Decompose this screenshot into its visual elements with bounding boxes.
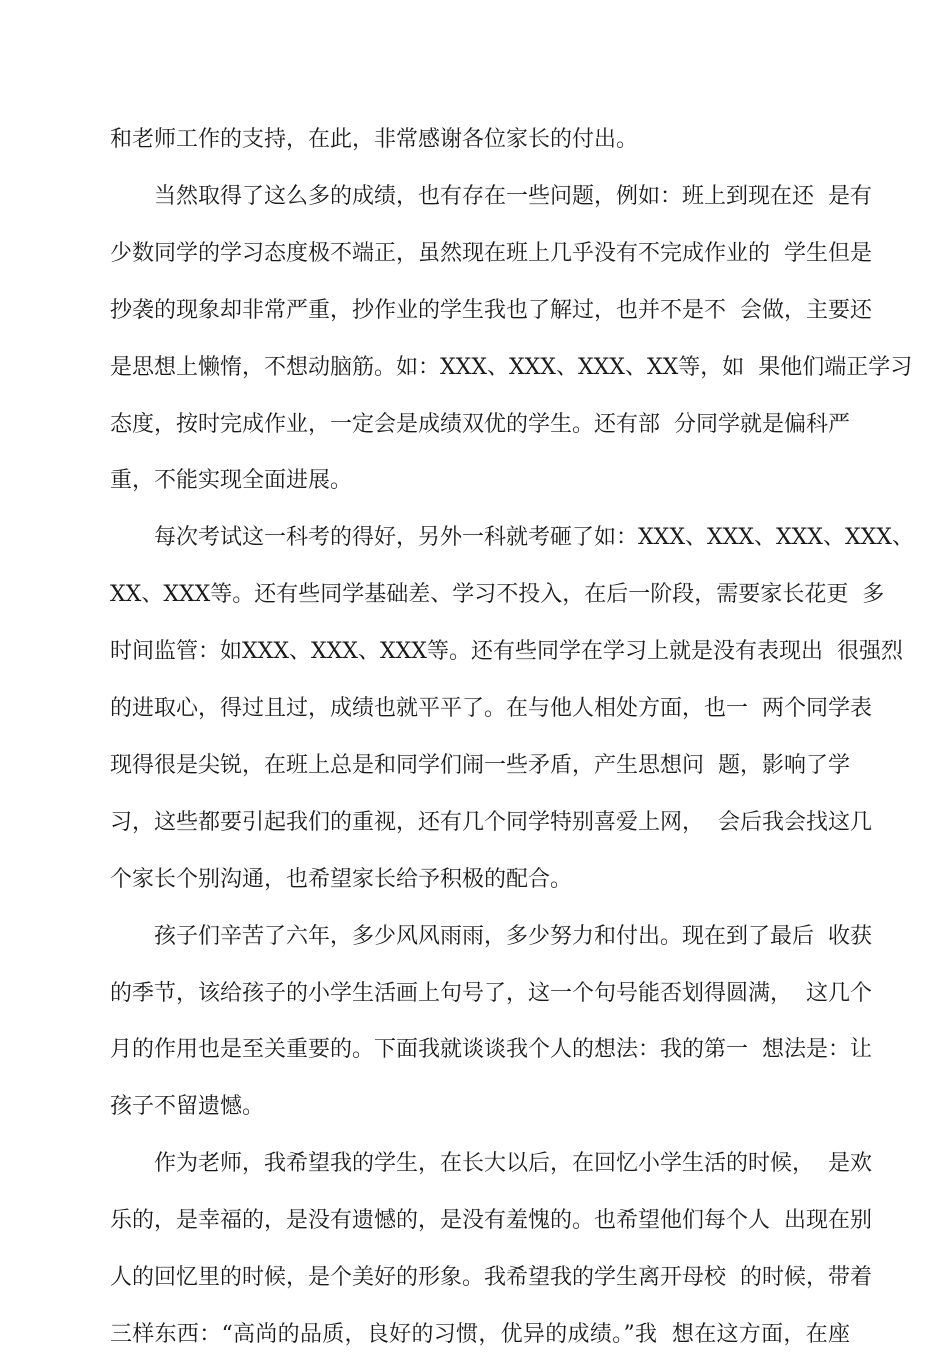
text-line: 态度，按时完成作业，一定会是成绩双优的学生。还有部 分同学就是偏科严 [110, 412, 850, 437]
text-line: 和老师工作的支持，在此，非常感谢各位家长的付出。 [110, 127, 639, 152]
text-line: 抄袭的现象却非常严重，抄作业的学生我也了解过，也并不是不 会做，主要还 [110, 298, 872, 323]
text-line: 是思想上懒惰，不想动脑筋。如：XXX、XXX、XXX、XX等，如 果他们端正学习 [110, 355, 913, 380]
text-line: XX、XXX等。还有些同学基础差、学习不投入，在后一阶段，需要家长花更 多 [110, 582, 885, 607]
text-line: 三样东西：“高尚的品质，良好的习惯，优异的成绩。”我 想在这方面，在座 [110, 1322, 850, 1347]
text-line: 的进取心，得过且过，成绩也就平平了。在与他人相处方面，也一 两个同学表 [110, 696, 872, 721]
text-line: 人的回忆里的时候，是个美好的形象。我希望我的学生离开母校 的时候，带着 [110, 1265, 872, 1290]
text-line: 作为老师，我希望我的学生，在长大以后，在回忆小学生活的时候， 是欢 [154, 1151, 872, 1176]
text-line: 每次考试这一科考的得好，另外一科就考砸了如：XXX、XXX、XXX、XXX、 [154, 525, 914, 550]
text-line: 重，不能实现全面进展。 [110, 468, 353, 493]
text-line: 孩子们辛苦了六年，多少风风雨雨，多少努力和付出。现在到了最后 收获 [154, 924, 872, 949]
text-line: 乐的，是幸福的，是没有遗憾的，是没有羞愧的。也希望他们每个人 出现在别 [110, 1208, 872, 1233]
text-line: 现得很是尖锐，在班上总是和同学们闹一些矛盾，产生思想问 题，影响了学 [110, 753, 850, 778]
text-line: 月的作用也是至关重要的。下面我就谈谈我个人的想法：我的第一 想法是：让 [110, 1037, 872, 1062]
text-line: 的季节，该给孩子的小学生活画上句号了，这一个句号能否划得圆满， 这几个 [110, 981, 872, 1006]
text-line: 时间监管：如XXX、XXX、XXX等。还有些同学在学习上就是没有表现出 很强烈 [110, 639, 903, 664]
text-line: 个家长个别沟通，也希望家长给予积极的配合。 [110, 867, 573, 892]
text-line: 少数同学的学习态度极不端正，虽然现在班上几乎没有不完成作业的 学生但是 [110, 241, 872, 266]
text-line: 习，这些都要引起我们的重视，还有几个同学特别喜爱上网， 会后我会找这几 [110, 810, 872, 835]
text-line: 当然取得了这么多的成绩，也有存在一些问题，例如：班上到现在还 是有 [154, 184, 872, 209]
text-line: 孩子不留遗憾。 [110, 1094, 265, 1119]
